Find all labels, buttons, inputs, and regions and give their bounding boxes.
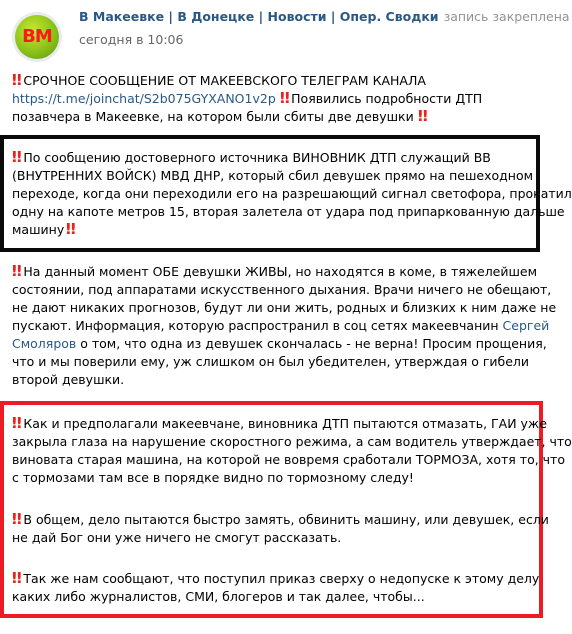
telegram-link[interactable]: https://t.me/joinchat/S2b075GYXANO1v2p [12, 91, 276, 106]
boxed-red-text: Как и предполагали макеевчане, виновника ДТП пытаются отмазать, ГАИ уже [23, 416, 547, 431]
boxed-red-line [12, 570, 539, 588]
status-line [12, 317, 556, 335]
status-line: что и мы поверили ему, уж слишком он был убедителен, утверждая о гибели [12, 354, 530, 369]
boxed-red-line: каких либо журналистов, СМИ, блогеров и так далее, чтобы... [12, 589, 425, 604]
post-timestamp[interactable]: сегодня в 10:06 [79, 32, 184, 47]
pinned-note: запись закреплена [443, 9, 570, 24]
boxed-black-line [12, 221, 572, 239]
status-paragraph [12, 263, 556, 389]
boxed-black-paragraph [12, 149, 572, 239]
intro-line-1 [12, 72, 482, 90]
boxed-red-line: не дай Бог они уже ничего не смогут рассказать. [12, 530, 342, 545]
boxed-red-paragraph-3 [12, 570, 539, 606]
boxed-black-line [12, 149, 572, 167]
boxed-red-line: закрыла глаза на нарушение скоростного режима, а сам водитель утверждает, что [12, 434, 572, 449]
double-exclamation-icon: ‼ [11, 510, 20, 528]
double-exclamation-icon: ‼ [11, 71, 20, 89]
status-line: не дают никаких прогнозов, будут ли они жить, родных и близких к ним даже не [12, 300, 557, 315]
intro-text: СРОЧНОЕ СООБЩЕНИЕ ОТ МАКЕЕВСКОГО ТЕЛЕГРАМ КАНАЛА [23, 73, 426, 88]
avatar-logo-text: BM [22, 26, 52, 47]
boxed-black-line: переходе, когда они переходили его на разрешающий сигнал светофора, прокатил [12, 186, 572, 201]
status-text: о том, что одна из девушек скончалась - не верна! Просим прощения, [80, 336, 547, 351]
intro-paragraph [12, 72, 482, 126]
status-line: состоянии, под аппаратами искусственного дыхания. Врачи ничего не обещают, [12, 282, 552, 297]
boxed-red-text: Так же нам сообщают, что поступил приказ сверху о недопуске к этому делу [23, 571, 540, 586]
double-exclamation-icon: ‼ [11, 262, 20, 280]
status-line: второй девушки. [12, 372, 125, 387]
status-text: пускают. Информация, которую распространил в соц сетях макеевчанин [12, 318, 499, 333]
status-text: На данный момент ОБЕ девушки ЖИВЫ, но находятся в коме, в тяжелейшем [23, 264, 538, 279]
boxed-black-text: машину [12, 222, 65, 237]
intro-text: позавчера в Макеевке, на котором были сбиты две девушки [12, 109, 414, 124]
boxed-red-text: В общем, дело пытаются быстро замять, обвинить машину, или девушек, если [23, 512, 549, 527]
double-exclamation-icon: ‼ [11, 569, 20, 587]
boxed-red-line: виновата старая машина, на которой не вовремя сработали ТОРМОЗА, хотя то, что [12, 452, 565, 467]
double-exclamation-icon: ‼ [279, 89, 288, 107]
boxed-red-line [12, 415, 572, 433]
boxed-black-line: (ВНУТРЕННИХ ВОЙСК) МВД ДНР, который сбил девушек прямо на пешеходном [12, 168, 534, 183]
boxed-red-paragraph-1 [12, 415, 572, 487]
status-line [12, 263, 556, 281]
boxed-red-paragraph-2 [12, 511, 549, 547]
group-avatar[interactable] [12, 12, 62, 62]
intro-line-3 [12, 108, 482, 126]
double-exclamation-icon: ‼ [11, 148, 20, 166]
boxed-black-text: По сообщению достоверного источника ВИНОВНИК ДТП служащий ВВ [23, 150, 491, 165]
mention-link[interactable]: Смоляров [12, 336, 77, 351]
boxed-red-line [12, 511, 549, 529]
status-line [12, 335, 556, 353]
double-exclamation-icon: ‼ [66, 220, 74, 238]
group-name-link[interactable]: В Макеевке | В Донецке | Новости | Опер. Сводки [79, 9, 439, 24]
boxed-black-line: одну на капоте метров 15, вторая залетела от удара под припаркованную дальше [12, 204, 565, 219]
double-exclamation-icon: ‼ [417, 107, 426, 125]
group-name-line [79, 9, 570, 24]
intro-text: Появились подробности ДТП [291, 91, 483, 106]
boxed-red-line: с тормозами там все в порядке видно по тормозному следу! [12, 470, 414, 485]
double-exclamation-icon: ‼ [11, 414, 20, 432]
intro-line-2 [12, 90, 482, 108]
mention-link[interactable]: Сергей [502, 318, 550, 333]
post-header [0, 0, 570, 60]
